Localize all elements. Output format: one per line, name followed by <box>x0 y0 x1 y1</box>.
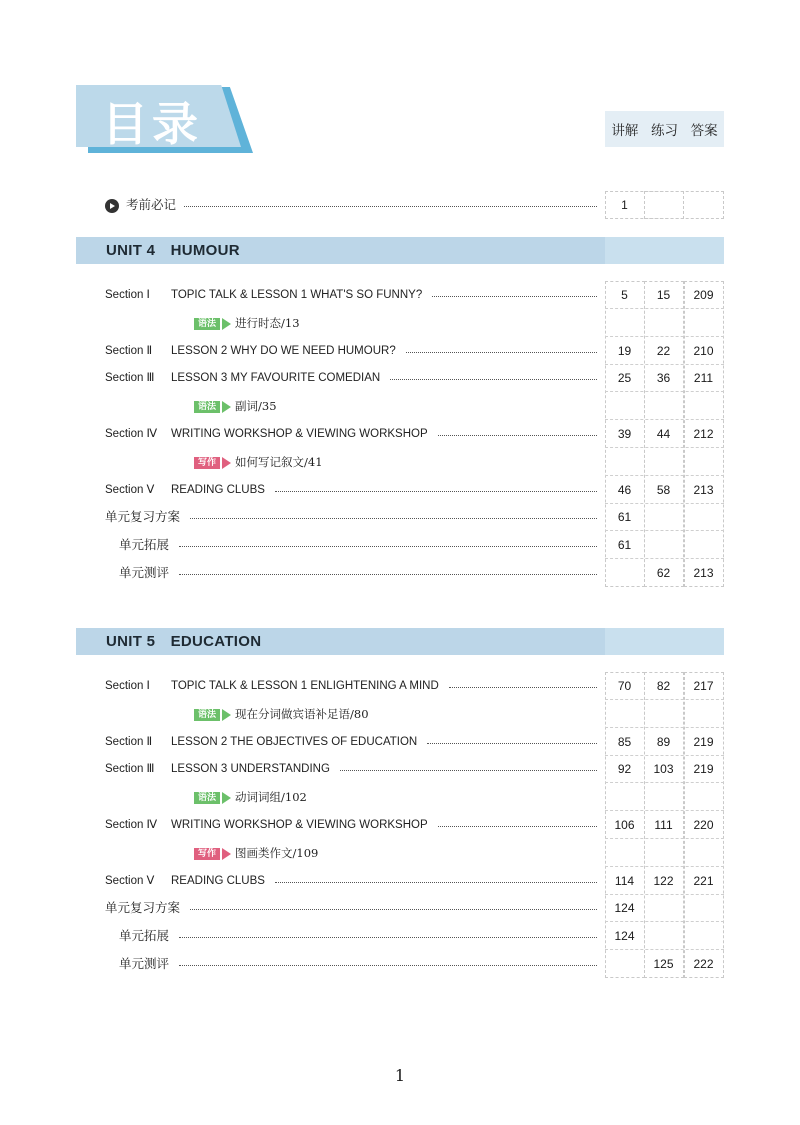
page-lecture: 19 <box>617 343 632 358</box>
leader-dots <box>190 518 597 519</box>
badge-arrow-icon <box>222 401 231 413</box>
page-practice: 82 <box>656 679 671 693</box>
section-title: WRITING WORKSHOP & VIEWING WORKSHOP <box>171 428 428 440</box>
page-practice: 62 <box>656 566 671 580</box>
page-lecture: 70 <box>617 679 632 693</box>
section-number: Section Ⅲ <box>105 763 155 776</box>
topic-text: 进行时态/13 <box>235 315 300 330</box>
page-answers <box>684 922 723 950</box>
page-lecture: 61 <box>617 538 632 553</box>
page-lecture: 39 <box>617 427 632 441</box>
leader-dots <box>438 435 597 436</box>
page-lecture <box>605 309 644 337</box>
review-subtitle: 单元拓展 <box>119 928 170 944</box>
leader-dots <box>190 909 597 910</box>
toc-section-row[interactable] <box>0 476 800 504</box>
topic-text: 如何写记叙文/41 <box>235 454 323 469</box>
page-lecture: 61 <box>617 510 632 525</box>
leader-dots <box>390 379 597 380</box>
page-answers <box>684 783 723 811</box>
toc-section-row[interactable] <box>0 364 800 392</box>
badge-arrow-icon <box>222 792 231 804</box>
page-lecture: 25 <box>617 371 632 386</box>
section-number: Section Ⅳ <box>105 428 158 440</box>
page-practice <box>644 783 683 811</box>
page-practice: 103 <box>653 762 674 777</box>
page-practice <box>644 392 683 420</box>
topic-text: 动词词组/102 <box>235 790 307 805</box>
toc-section-row[interactable] <box>0 672 800 700</box>
leader-dots <box>179 937 597 938</box>
page-answers <box>684 191 723 219</box>
section-number: Section Ⅳ <box>105 819 158 831</box>
page-answers: 220 <box>693 818 714 832</box>
page-lecture <box>605 783 644 811</box>
topic-badge: 语法 <box>194 792 220 804</box>
topic-text: 现在分词做宾语补足语/80 <box>235 706 369 721</box>
page-answers <box>684 839 723 867</box>
leader-dots <box>449 687 597 688</box>
section-number: Section Ⅴ <box>105 874 155 887</box>
page-title: 目录 <box>102 97 202 151</box>
column-header-answers: 答案 <box>690 123 718 139</box>
toc-topic-row[interactable] <box>0 448 800 476</box>
page-practice: 125 <box>653 957 674 971</box>
page-lecture: 124 <box>614 929 635 944</box>
unit-title: UNIT 4 HUMOUR <box>106 242 240 259</box>
page-practice <box>644 531 683 559</box>
toc-section-row[interactable] <box>0 867 800 895</box>
leader-dots <box>438 826 597 827</box>
badge-arrow-icon <box>222 457 231 469</box>
page-answers: 211 <box>693 371 714 386</box>
page-practice: 58 <box>656 482 671 497</box>
page-answers <box>684 309 723 337</box>
page-answers <box>684 894 723 922</box>
page-practice <box>644 839 683 867</box>
page-lecture <box>605 839 644 867</box>
intro-row[interactable] <box>0 191 800 219</box>
review-title: 单元复习方案 <box>105 900 181 916</box>
page-practice: 22 <box>656 343 671 358</box>
toc-section-row[interactable] <box>0 281 800 309</box>
page-answers: 213 <box>693 482 714 497</box>
topic-badge: 语法 <box>194 318 220 330</box>
toc-topic-row[interactable] <box>0 700 800 728</box>
page-answers <box>684 700 723 728</box>
section-number: Section Ⅱ <box>105 735 153 748</box>
section-number: Section Ⅰ <box>105 289 150 301</box>
page-practice <box>644 894 683 922</box>
section-title: LESSON 2 WHY DO WE NEED HUMOUR? <box>171 344 396 357</box>
page-lecture <box>605 950 644 978</box>
page-lecture: 106 <box>614 818 635 832</box>
badge-arrow-icon <box>222 848 231 860</box>
page-answers: 212 <box>693 427 714 441</box>
section-number: Section Ⅲ <box>105 372 155 385</box>
page-answers: 209 <box>693 288 714 302</box>
page-lecture: 1 <box>621 198 628 212</box>
review-subtitle: 单元测评 <box>119 565 170 580</box>
page-practice: 111 <box>654 818 673 832</box>
badge-arrow-icon <box>222 318 231 330</box>
page-practice <box>644 503 683 531</box>
title-banner <box>76 85 256 153</box>
column-header-practice: 练习 <box>651 123 678 139</box>
toc-review-row[interactable] <box>0 894 800 922</box>
leader-dots <box>179 574 597 575</box>
toc-review-subrow[interactable] <box>0 922 800 950</box>
leader-dots <box>340 770 597 771</box>
section-number: Section Ⅴ <box>105 483 155 496</box>
topic-badge: 语法 <box>194 401 220 413</box>
leader-dots <box>427 743 597 744</box>
leader-dots <box>432 296 597 297</box>
section-number: Section Ⅱ <box>105 344 153 357</box>
page-answers: 222 <box>693 957 714 971</box>
page-number: 1 <box>394 1066 406 1085</box>
toc-section-row[interactable] <box>0 420 800 448</box>
section-title: READING CLUBS <box>171 483 265 496</box>
page-practice: 36 <box>656 371 671 386</box>
page-lecture <box>605 700 644 728</box>
page-practice: 44 <box>656 427 671 441</box>
page-answers: 221 <box>693 873 714 888</box>
review-subtitle: 单元拓展 <box>119 537 170 553</box>
toc-section-row[interactable] <box>0 337 800 365</box>
page-practice <box>644 922 683 950</box>
section-title: LESSON 3 UNDERSTANDING <box>171 763 330 776</box>
review-title: 单元复习方案 <box>105 509 181 525</box>
page-lecture: 124 <box>614 901 635 916</box>
topic-text: 图画类作文/109 <box>235 845 319 860</box>
section-title: LESSON 3 MY FAVOURITE COMEDIAN <box>171 372 381 385</box>
page-lecture: 114 <box>614 873 635 888</box>
page-lecture <box>605 559 644 587</box>
toc-section-row[interactable] <box>0 811 800 839</box>
toc-topic-row[interactable] <box>0 839 800 867</box>
page-answers <box>684 448 723 476</box>
topic-badge: 语法 <box>194 709 220 721</box>
toc-section-row[interactable] <box>0 728 800 756</box>
topic-badge: 写作 <box>194 457 220 469</box>
review-subtitle: 单元测评 <box>119 956 170 971</box>
leader-dots <box>184 206 597 207</box>
section-title: TOPIC TALK & LESSON 1 WHAT'S SO FUNNY? <box>171 289 423 301</box>
leader-dots <box>275 491 597 492</box>
page-practice: 122 <box>653 873 674 888</box>
column-headers <box>605 111 724 147</box>
page-lecture: 46 <box>617 482 632 497</box>
unit-header-bar <box>76 628 724 655</box>
toc-topic-row[interactable] <box>0 392 800 420</box>
page-practice <box>644 309 683 337</box>
section-title: READING CLUBS <box>171 874 265 887</box>
section-title: WRITING WORKSHOP & VIEWING WORKSHOP <box>171 819 428 831</box>
page-lecture <box>605 392 644 420</box>
page-answers: 219 <box>693 734 714 749</box>
topic-badge: 写作 <box>194 848 220 860</box>
page-answers <box>684 392 723 420</box>
topic-text: 副词/35 <box>235 399 277 414</box>
toc-topic-row[interactable] <box>0 309 800 337</box>
page-practice <box>644 448 683 476</box>
page-answers <box>684 531 723 559</box>
column-header-lecture: 讲解 <box>611 123 639 139</box>
intro-label: 考前必记 <box>126 197 177 212</box>
section-title: LESSON 2 THE OBJECTIVES OF EDUCATION <box>171 735 418 748</box>
toc-review-subrow[interactable] <box>0 531 800 559</box>
badge-arrow-icon <box>222 709 231 721</box>
unit-title: UNIT 5 EDUCATION <box>106 633 262 650</box>
page-answers <box>684 503 723 531</box>
page-practice <box>644 191 683 219</box>
toc-review-subrow[interactable] <box>0 559 800 587</box>
toc-topic-row[interactable] <box>0 783 800 811</box>
page-lecture: 92 <box>617 762 632 777</box>
page-practice <box>644 700 683 728</box>
toc-review-row[interactable] <box>0 503 800 531</box>
leader-dots <box>275 882 597 883</box>
leader-dots <box>179 546 597 547</box>
page-lecture <box>605 448 644 476</box>
page-answers: 213 <box>693 566 714 580</box>
leader-dots <box>406 352 597 353</box>
page-lecture: 85 <box>617 734 632 749</box>
section-number: Section Ⅰ <box>105 680 150 692</box>
toc-review-subrow[interactable] <box>0 950 800 978</box>
page-answers: 219 <box>693 762 714 777</box>
toc-section-row[interactable] <box>0 755 800 783</box>
page-practice: 89 <box>656 734 671 749</box>
page-practice: 15 <box>656 288 671 302</box>
section-title: TOPIC TALK & LESSON 1 ENLIGHTENING A MIND <box>171 680 439 692</box>
unit-header-bar <box>76 237 724 264</box>
page-answers: 217 <box>693 679 714 693</box>
page-lecture: 5 <box>621 288 628 302</box>
page-answers: 210 <box>693 343 714 358</box>
leader-dots <box>179 965 597 966</box>
